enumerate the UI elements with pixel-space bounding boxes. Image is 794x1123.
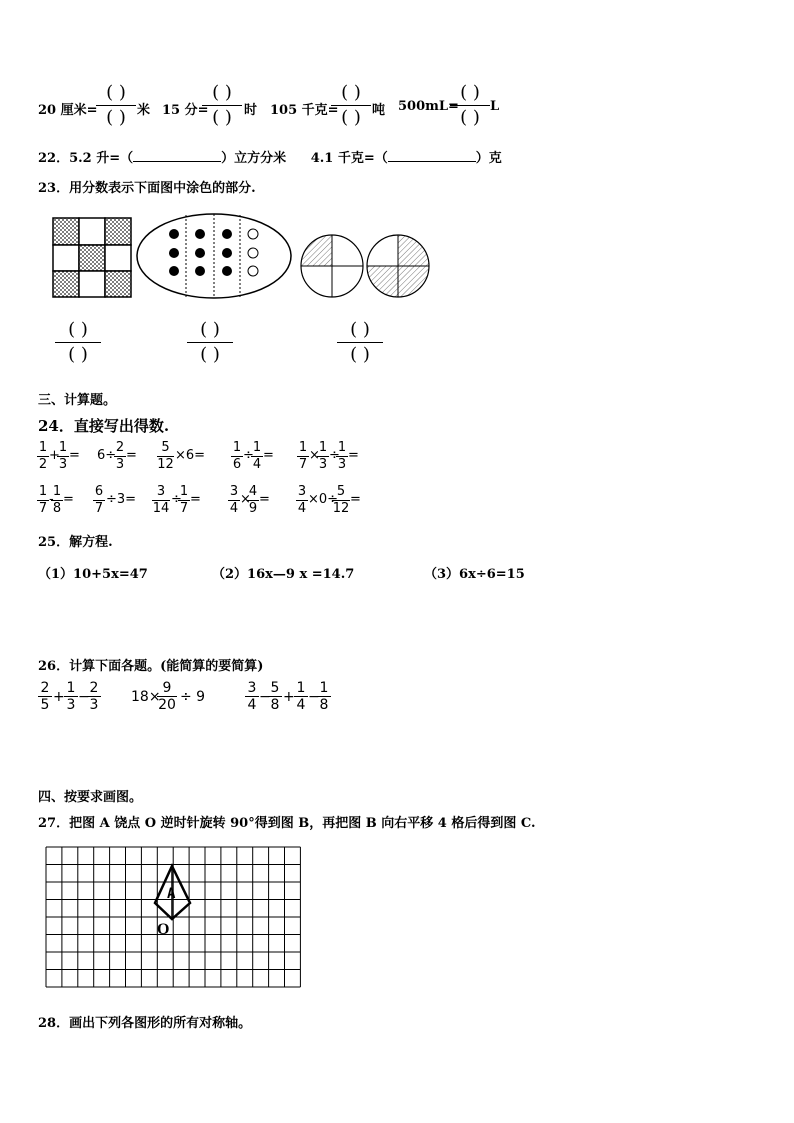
fraction: 1 3 [58,440,68,472]
section-4-heading: 四、按要求画图。 [38,790,143,805]
q22-number: 22． [38,151,70,166]
fraction: 1 3 [337,440,347,472]
equals: = [350,492,361,507]
fraction: 5 12 [332,484,350,516]
fraction: 1 3 [64,681,78,712]
fraction: 1 8 [52,484,62,516]
operator: ÷ [329,448,340,463]
section-3-heading: 三、计算题。 [38,393,117,408]
operator: × [309,448,320,463]
q23-answer-2 [187,319,233,366]
fraction: 5 12 [157,440,174,472]
tail: ÷3= [106,492,137,507]
operator: ×0÷ [308,492,339,507]
blank-paren[interactable]: ( ) [106,107,126,128]
blank-paren[interactable]: ( ) [68,344,88,365]
operator: + [283,689,295,705]
q25-equation-3: （3）6x÷6=15 [424,567,525,582]
checker-square-figure [53,218,131,297]
blank-paren[interactable]: ( ) [341,107,361,128]
q21-item4-prefix: 500mL= [398,99,459,114]
q23-figures [0,205,794,305]
q25-equation-2: （2）16x—9 x =14.7 [212,567,355,582]
blank-paren[interactable]: ( ) [350,319,370,340]
fraction: 1 7 [179,484,189,516]
tail: ÷ 9 [180,689,206,705]
q21-item1-fraction [96,82,136,129]
fraction: 1 7 [38,484,48,516]
q27-grid[interactable] [0,838,320,998]
figure-a-label: A [167,886,176,902]
blank-paren[interactable]: ( ) [212,107,232,128]
equals: = [259,492,270,507]
ellipse-dots-figure [137,214,291,298]
q23-answer-3 [337,319,383,366]
q22-part2-post: ）克 [475,151,502,166]
q25-equation-1: （1）10+5x=47 [38,567,148,582]
q21-item2-prefix: 15 分= [162,103,209,118]
q24-title: 24．直接写出得数. [38,417,170,435]
equals: = [348,448,359,463]
two-circles-figure [301,235,429,297]
q22-part1-pre: 5.2 升=（ [69,151,134,166]
blank-paren[interactable]: ( ) [68,319,88,340]
fraction: 3 4 [245,681,259,712]
operator: + [49,448,60,463]
fraction: 1 4 [252,440,262,472]
q23-answer-1 [55,319,101,366]
fraction: 1 4 [294,681,308,712]
lead: 18× [131,689,161,705]
fraction: 3 4 [229,484,239,516]
q25-title: 25．解方程. [38,535,113,550]
fraction: 4 9 [248,484,258,516]
equals: = [63,492,74,507]
fraction: 2 3 [115,440,125,472]
fraction: 3 4 [297,484,307,516]
blank-paren[interactable]: ( ) [212,82,232,103]
q21-item3-prefix: 105 千克= [270,103,339,118]
q22-part1-post: ）立方分米 [221,151,287,166]
fraction: 1 3 [318,440,328,472]
fraction: 5 8 [268,681,282,712]
fraction: 1 2 [38,440,48,472]
equals: = [126,448,137,463]
blank-paren[interactable]: ( ) [350,344,370,365]
fraction: 1 6 [232,440,242,472]
fraction: 2 5 [38,681,52,712]
operator: + [53,689,65,705]
tail: ×6= [175,448,206,463]
point-o-label: O [157,921,170,938]
q22-blank-1[interactable] [133,149,221,162]
q21-item1-unit: 米 [137,103,151,118]
q21-item4-unit: L [490,99,500,114]
fraction: 6 7 [94,484,104,516]
q22-part2-pre: 4.1 千克=（ [310,151,388,166]
operator: - [49,492,54,507]
q27-text: 27．把图 A 饶点 O 逆时针旋转 90°得到图 B，再把图 B 向右平移 4 格后得到图 C. [38,816,536,831]
fraction: 1 8 [317,681,331,712]
q22-blank-2[interactable] [388,149,476,162]
blank-paren[interactable]: ( ) [106,82,126,103]
operator: − [78,689,90,705]
q21-item1-prefix: 20 厘米= [38,103,98,118]
equals: = [190,492,201,507]
fraction: 1 7 [298,440,308,472]
blank-paren[interactable]: ( ) [200,344,220,365]
q21-item4-fraction [450,82,490,129]
q28-text: 28．画出下列各图形的所有对称轴。 [38,1016,252,1031]
operator: − [308,689,320,705]
q21-item3-unit: 吨 [372,103,386,118]
operator: ÷ [243,448,254,463]
operator: − [259,689,271,705]
q21-item2-fraction [202,82,242,129]
blank-paren[interactable]: ( ) [200,319,220,340]
blank-paren[interactable]: ( ) [460,107,480,128]
lead: 6÷ [97,448,117,463]
operator: × [240,492,251,507]
q22-line [38,147,502,166]
equals: = [69,448,80,463]
operator: ÷ [171,492,182,507]
q26-title: 26．计算下面各题。(能简算的要简算) [38,659,264,674]
q23-text: 23．用分数表示下面图中涂色的部分. [38,181,256,196]
q21-item3-fraction [331,82,371,129]
fraction: 2 3 [87,681,101,712]
fraction: 9 20 [158,680,176,713]
fraction: 3 14 [152,484,170,516]
blank-paren[interactable]: ( ) [460,82,480,103]
q21-item2-unit: 时 [244,103,258,118]
blank-paren[interactable]: ( ) [341,82,361,103]
equals: = [263,448,274,463]
